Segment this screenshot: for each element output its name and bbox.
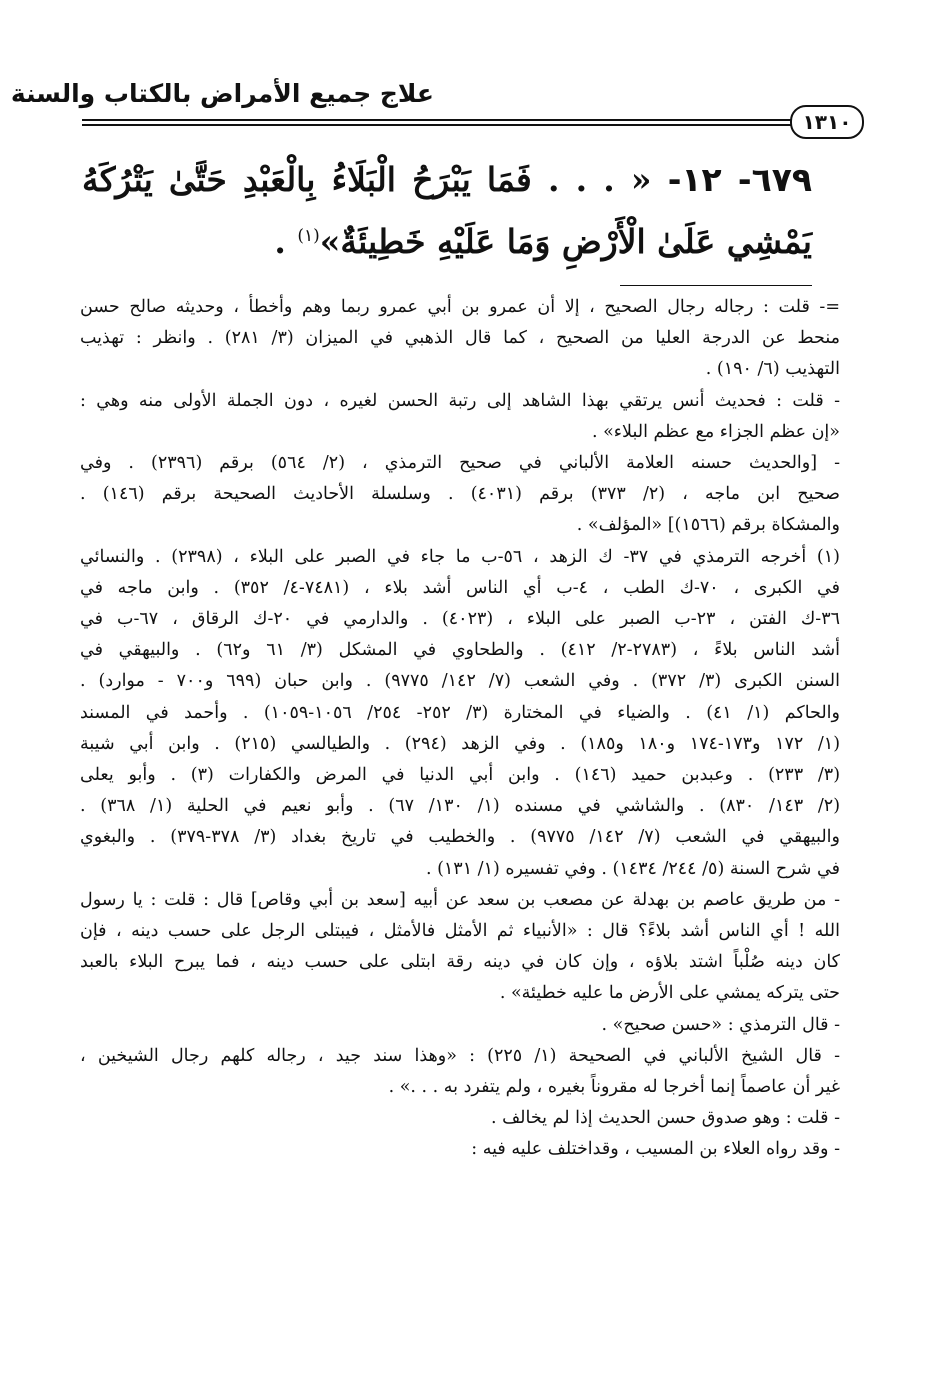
header-rule-top <box>82 119 802 121</box>
footnote-line: كان دينه صُلْباً اشتد بلاؤه ، وإن كان في دينه رقة ابتلى على حسب دينه ، فما يبرح البلاء بالعبد <box>80 952 840 973</box>
footnotes <box>80 292 840 1166</box>
footnote-line: - [والحديث حسنه العلامة الألباني في صحيح الترمذي ، (٢/ ٥٦٤) برقم (٢٣٩٦) . وفي <box>80 453 840 474</box>
footnote-line: (١/ ١٧٢ و١٧٣-١٧٤ و١٨٠ و١٨٥) . وفي الزهد (٢٩٤) . والطيالسي (٢١٥) . وابن أبي شيبة <box>80 733 840 754</box>
footnote-line: - قال الشيخ الألباني في الصحيحة (١/ ٢٢٥) : «وهذا سند جيد ، رجاله كلهم رجال الشيخين ، <box>80 1045 840 1066</box>
hadith-number: ٦٧٩- ١٢- <box>667 160 812 199</box>
footnote-line: (٣/ ٢٣٣) . وعبدبن حميد (١٤٦) . وابن أبي الدنيا في المرض والكفارات (٣) . وأبو يعلى <box>80 765 840 786</box>
footnote-line: - قلت : فحديث أنس يرتقي بهذا الشاهد إلى رتبة الحسن لغيره ، دون الجملة الأولى منه وهي : <box>80 390 840 411</box>
footnote-line: حتى يتركه يمشي على الأرض ما عليه خطيئة» . <box>499 983 840 1004</box>
footnote-line: في شرح السنة (٥/ ٢٤٤/ ١٤٣٤) . وفي تفسيره (١/ ١٣١) . <box>425 858 840 879</box>
footnote-line: - قال الترمذي : «حسن صحيح» . <box>601 1014 840 1035</box>
hadith-text-block <box>82 152 812 270</box>
page-header-title: علاج جميع الأمراض بالكتاب والسنة <box>10 79 434 108</box>
footnote-reference: (١) <box>297 226 320 246</box>
footnote-separator <box>620 285 812 286</box>
footnote-line: صحيح ابن ماجه ، (٢/ ٣٧٣) برقم (٤٠٣١) . وسلسلة الأحاديث الصحيحة برقم (١٤٦) . <box>80 484 840 505</box>
footnote-line: والحاكم (١/ ٤١) . والضياء في المختارة (٣/ ٢٥٢- ٢٥٤/ ١٠٥٦-١٠٥٩) . وأحمد في المسند <box>80 702 840 723</box>
footnote-line: الله ! أي الناس أشد بلاءً؟ قال : «الأنبياء ثم الأمثل فالأمثل ، فيبتلى الرجل على حسب دينه ، فإن <box>80 921 840 942</box>
footnote-line: =- قلت : رجاله رجال الصحيح ، إلا أن عمرو بن أبي عمرو ربما وهم وأخطأ ، وحديثه صالح حسن <box>80 297 840 317</box>
header-rule-bottom <box>82 124 802 126</box>
footnote-line: أشد الناس بلاءً ، (٢٧٨٣-٢/ ٤١٢) . والطحاوي في المشكل (٣/ ٦١ و٦٢) . والبيهقي في <box>80 640 840 661</box>
footnote-line: ٣٦-ك الفتن ، ٢٣-ب الصبر على البلاء ، (٤٠٢٣) . والدارمي في ٢٠-ك الرقاق ، ٦٧-ب في <box>80 609 840 630</box>
page-number: ١٣١٠ <box>790 105 864 139</box>
footnote-line: - وقد رواه العلاء بن المسيب ، وقداختلف عليه فيه : <box>471 1139 840 1160</box>
footnote-line: منحط عن الدرجة العليا من الصحيح ، كما قال الذهبي في الميزان (٣/ ٢٨١) . وانظر : تهذيب <box>80 328 840 349</box>
footnote-line: والبيهقي في الشعب (٧/ ١٤٢/ ٩٧٧٥) . والخطيب في تاريخ بغداد (٣/ ٣٧٨-٣٧٩) . والبغوي <box>80 827 840 848</box>
footnote-line: في الكبرى ، ٧٠-ك الطب ، ٤-ب أي الناس أشد بلاء ، (٧٤٨١-٤/ ٣٥٢) . وابن ماجه في <box>80 577 840 598</box>
footnote-line: غير أن عاصماً إنما أخرجا له مقروناً بغيره ، ولم يتفرد به . . .» . <box>388 1077 840 1098</box>
footnote-line: «إن عظم الجزاء مع عظم البلاء» . <box>591 421 840 442</box>
footnote-line: والمشكاة برقم (١٥٦٦)] «المؤلف» . <box>576 515 840 536</box>
hadith-text: « . . . فَمَا يَبْرَحُ الْبَلَاءُ بِالْعَبْدِ حَتَّىٰ يَتْرُكَهُ يَمْشِي عَلَىٰ الْأَرْضِ وَمَا عَلَيْهِ خَطِيئَةٌ» <box>82 160 812 261</box>
footnote-line: - قلت : وهو صدوق حسن الحديث إذا لم يخالف . <box>490 1108 840 1129</box>
hadith-end: . <box>274 222 298 261</box>
footnote-line: (١) أخرجه الترمذي في ٣٧- ك الزهد ، ٥٦-ب ما جاء في الصبر على البلاء ، (٢٣٩٨) . والنسائي <box>80 546 840 567</box>
footnote-line: (٢/ ١٤٣/ ٨٣٠) . والشاشي في مسنده (١/ ١٣٠/ ٦٧) . وأبو نعيم في الحلية (١/ ٣٦٨) . <box>80 796 840 817</box>
footnote-line: - من طريق عاصم بن بهدلة عن مصعب بن سعد عن أبيه [سعد بن أبي وقاص] قال : قلت : يا رسول <box>80 889 840 910</box>
footnote-line: التهذيب (٦/ ١٩٠) . <box>705 359 840 380</box>
footnote-line: السنن الكبرى (٣/ ٣٧٢) . وفي الشعب (٧/ ١٤٢/ ٩٧٧٥) . وابن حبان (٦٩٩ و٧٠٠ - موارد) . <box>80 671 840 692</box>
